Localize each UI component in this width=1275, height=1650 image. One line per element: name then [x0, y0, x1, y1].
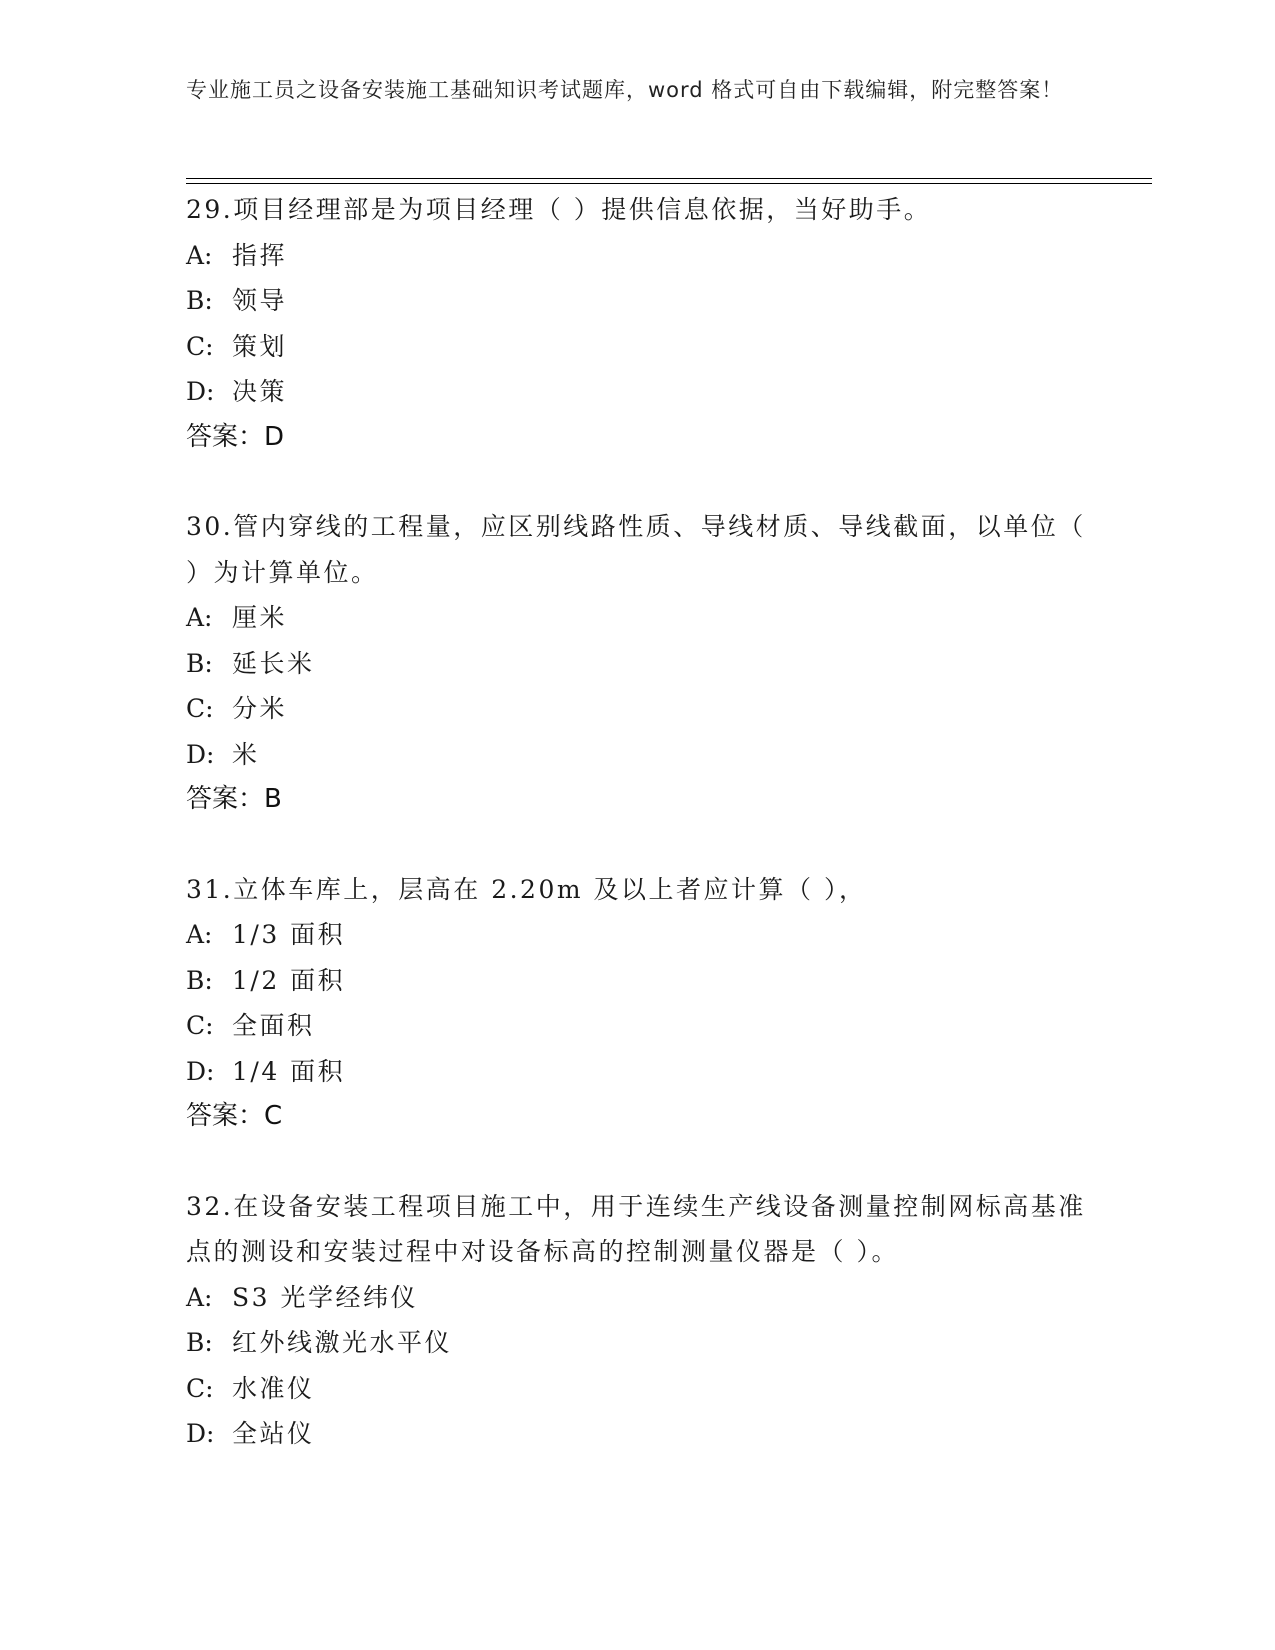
option-key: C: [186, 1373, 214, 1403]
option-key: D: [186, 1056, 215, 1086]
spacer [186, 1140, 1086, 1184]
option-d [186, 732, 1086, 778]
option-b [186, 958, 1086, 1004]
option-key: D: [186, 377, 215, 406]
option-a [186, 595, 1086, 641]
question-31 [186, 867, 1086, 1140]
option-c [186, 686, 1086, 732]
option-text: 米 [232, 739, 260, 769]
spacer [186, 460, 1086, 504]
option-a [186, 233, 1086, 279]
option-text: 领导 [232, 286, 288, 315]
question-30 [186, 504, 1086, 823]
option-key: C: [186, 331, 214, 361]
option-c [186, 324, 1086, 370]
option-key: A: [186, 1282, 213, 1312]
option-text: 决策 [232, 377, 288, 406]
answer-line: 答案：B [186, 784, 282, 814]
option-key: B: [186, 965, 213, 995]
option-key: B: [186, 648, 213, 678]
option-c [186, 1003, 1086, 1049]
question-stem: 32.在设备安装工程项目施工中，用于连续生产线设备测量控制网标高基准点的测设和安装过程中对设备标高的控制测量仪器是（ ）。 [186, 1191, 1086, 1266]
option-c [186, 1366, 1086, 1412]
option-b [186, 641, 1086, 687]
option-text: 策划 [232, 331, 288, 361]
option-text: S3 光学经纬仪 [232, 1282, 418, 1312]
option-key: A: [186, 920, 213, 949]
question-32 [186, 1184, 1086, 1457]
option-key: D: [186, 1419, 215, 1448]
option-text: 1/3 面积 [232, 920, 346, 949]
question-stem: 29.项目经理部是为项目经理（ ）提供信息依据，当好助手。 [186, 195, 932, 224]
option-text: 全面积 [232, 1011, 315, 1040]
option-key: B: [186, 286, 213, 315]
question-stem: 31.立体车库上，层高在 2.20m 及以上者应计算（ ）， [186, 874, 867, 904]
option-text: 全站仪 [232, 1419, 315, 1448]
option-text: 1/2 面积 [232, 965, 346, 995]
option-text: 水准仪 [232, 1373, 315, 1403]
option-key: D: [186, 739, 215, 769]
option-b [186, 278, 1086, 324]
option-text: 1/4 面积 [232, 1056, 346, 1086]
document-header: 专业施工员之设备安装施工基础知识考试题库，word 格式可自由下载编辑，附完整答案！ [186, 78, 1064, 102]
option-key: C: [186, 694, 214, 723]
answer-line: 答案：D [186, 421, 285, 452]
question-29 [186, 187, 1086, 460]
option-text: 分米 [232, 694, 288, 723]
option-text: 延长米 [232, 648, 315, 678]
option-d [186, 369, 1086, 415]
spacer [186, 823, 1086, 867]
option-key: B: [186, 1328, 213, 1357]
option-text: 厘米 [232, 603, 288, 632]
option-d [186, 1411, 1086, 1457]
option-b [186, 1320, 1086, 1366]
question-list [186, 187, 1086, 1457]
option-key: C: [186, 1011, 214, 1040]
option-key: A: [186, 240, 213, 270]
option-text: 指挥 [232, 240, 288, 270]
header-divider-bottom [186, 183, 1152, 184]
question-stem: 30.管内穿线的工程量，应区别线路性质、导线材质、导线截面，以单位（ ）为计算单位。 [186, 512, 1086, 587]
answer-line: 答案：C [186, 1101, 283, 1131]
option-key: A: [186, 603, 213, 632]
option-a [186, 1275, 1086, 1321]
option-text: 红外线激光水平仪 [232, 1328, 453, 1357]
header-divider-top [186, 178, 1152, 179]
option-a [186, 912, 1086, 958]
option-d [186, 1049, 1086, 1095]
